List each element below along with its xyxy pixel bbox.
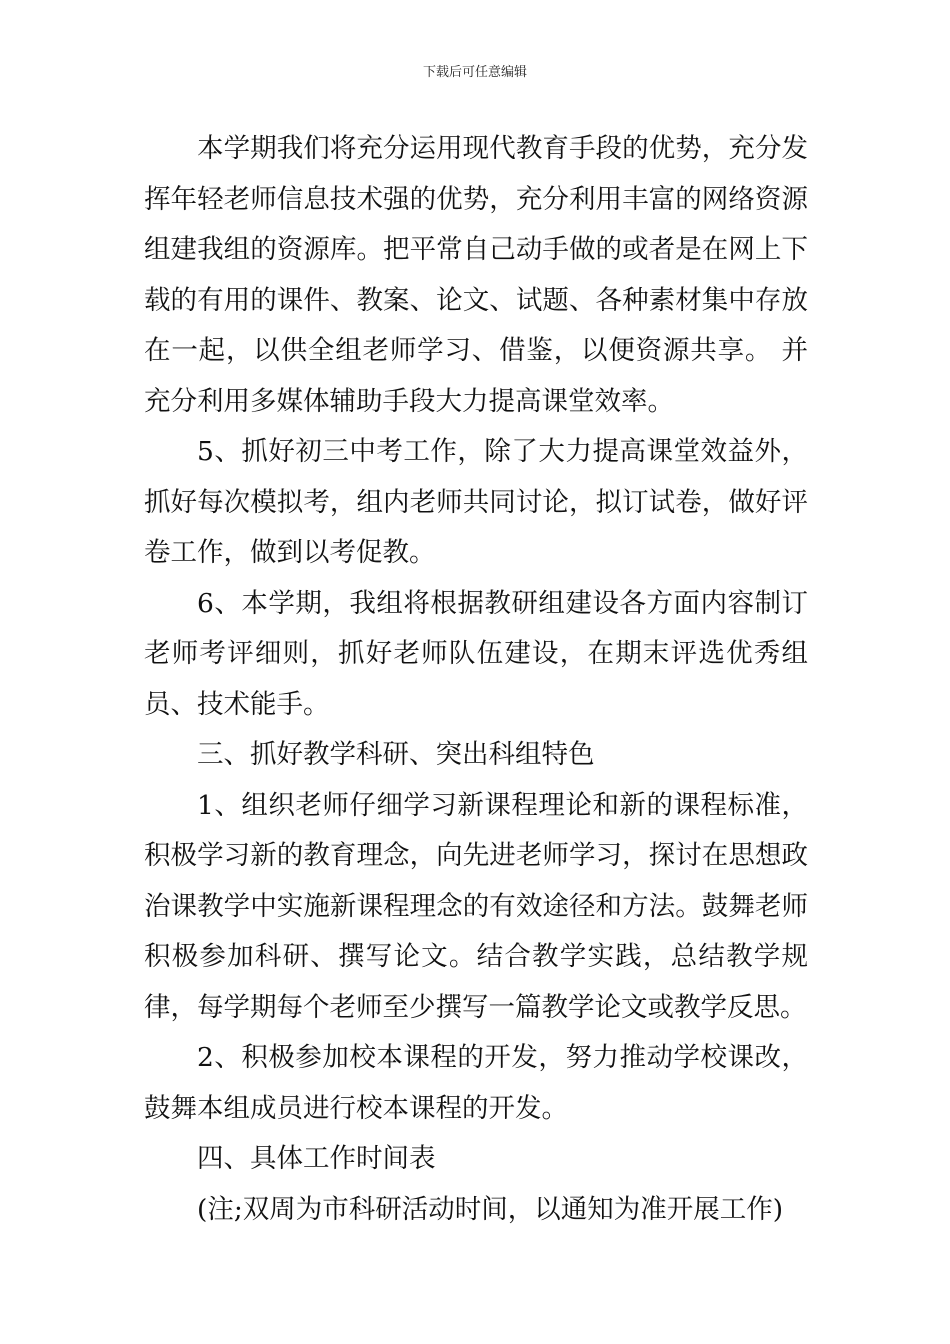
schedule-note: (注;双周为市科研活动时间，以通知为准开展工作) [197,1193,784,1225]
paragraph-item-5: 5、抓好初三中考工作，除了大力提高课堂效益外，抓好每次模拟考，组内老师共同讨论，拟订试卷，做好评卷工作，做到以考促教。 [144,436,808,568]
paragraph-research-2: 2、积极参加校本课程的开发，努力推动学校课改，鼓舞本组成员进行校本课程的开发。 [144,1042,808,1124]
section-heading-4: 四、具体工作时间表 [197,1143,436,1174]
paragraph-resource-library: 本学期我们将充分运用现代教育手段的优势，充分发挥年轻老师信息技术强的优势，充分利用丰富的网络资源组建我组的资源库。把平常自己动手做的或者是在网上下载的有用的课件、教案、论文、试题、各种素材集中存放在一起，以供全组老师学习、借鉴，以便资源共享。 并充分利用多媒体辅助手段大力提高课堂效率。 [144,133,808,417]
document-body [144,124,808,1235]
section-heading-3: 三、抓好教学科研、突出科组特色 [197,739,595,770]
paragraph-item-6: 6、本学期，我组将根据教研组建设各方面内容制订老师考评细则，抓好老师队伍建设，在期末评选优秀组员、技术能手。 [144,587,808,720]
paragraph-research-1: 1、组织老师仔细学习新课程理论和新的课程标准，积极学习新的教育理念，向先进老师学习，探讨在思想政治课教学中实施新课程理念的有效途径和方法。鼓舞老师积极参加科研、撰写论文。结合教学实践，总结教学规律，每学期每个老师至少撰写一篇教学论文或教学反思。 [144,789,808,1023]
page-header: 下载后可任意编辑 [422,65,527,80]
